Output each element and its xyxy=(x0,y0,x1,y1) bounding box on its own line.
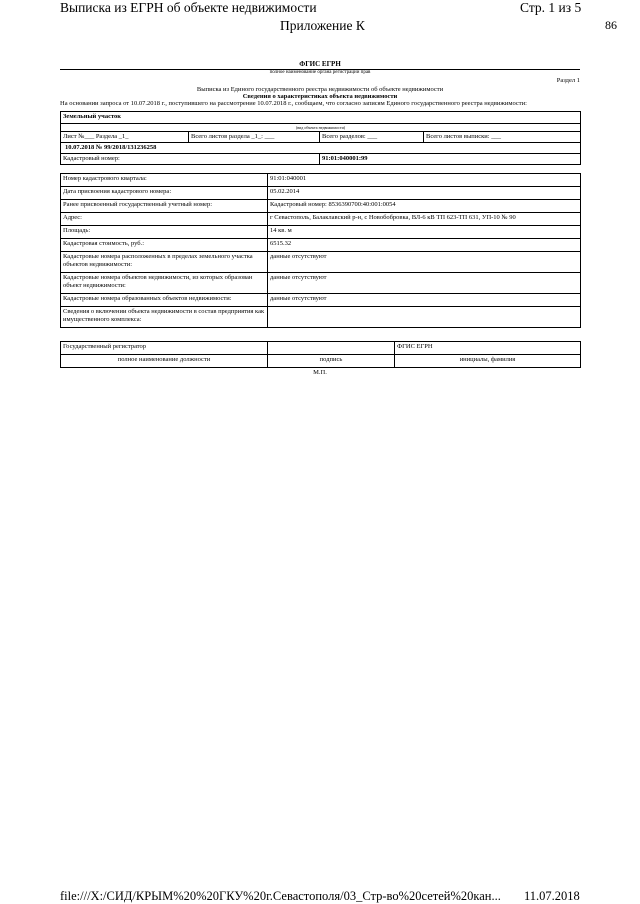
browser-header-page-indicator: Стр. 1 из 5 xyxy=(520,0,582,15)
table-row xyxy=(61,143,581,154)
total-sheets-extract: Всего листов выписки: ___ xyxy=(424,132,581,143)
object-type: Земельный участок xyxy=(61,112,581,124)
row-label: Кадастровые номера расположенных в пределах земельного участка объектов недвижимости: xyxy=(61,252,268,273)
row-value: 91:01:040001 xyxy=(268,174,581,187)
table-row xyxy=(61,294,581,307)
extract-subheading: Сведения о характеристиках объекта недвижимости xyxy=(242,93,398,100)
section-label: Раздел 1 xyxy=(556,77,580,84)
row-value: 14 кв. м xyxy=(268,226,581,239)
object-type-caption: (вид объекта недвижимости) xyxy=(61,124,581,132)
browser-header-title: Выписка из ЕГРН об объекте недвижимости xyxy=(60,0,317,15)
table-row xyxy=(61,174,581,187)
browser-footer-date: 11.07.2018 xyxy=(524,889,580,903)
row-label: Кадастровые номера образованных объектов недвижимости: xyxy=(61,294,268,307)
row-value: данные отсутствуют xyxy=(268,273,581,294)
page-number: 86 xyxy=(605,18,617,32)
table-row xyxy=(61,124,581,132)
cadastral-number-label: Кадастровый номер: xyxy=(61,154,320,165)
table-row xyxy=(61,307,581,328)
row-label: Площадь: xyxy=(61,226,268,239)
row-label: Ранее присвоенный государственный учетный номер: xyxy=(61,200,268,213)
cadastral-number-value: 91:01:040001:99 xyxy=(320,154,581,165)
table-row xyxy=(61,355,581,368)
signature-name: ФГИС ЕГРН xyxy=(395,342,581,355)
total-sheets-section: Всего листов раздела _1_: ___ xyxy=(189,132,320,143)
row-value: г Севастополь, Балаклавский р-н, с Новобобровка, ВЛ-6 кВ ТП 623-ТП 631, УП-10 № 90 xyxy=(268,213,581,226)
row-value: данные отсутствуют xyxy=(268,252,581,273)
extract-sheet xyxy=(60,60,580,376)
sheet-number: Лист №___ Раздела _1_ xyxy=(61,132,189,143)
row-label: Дата присвоения кадастрового номера: xyxy=(61,187,268,200)
signature-table xyxy=(60,341,581,368)
signature-position: Государственный регистратор xyxy=(61,342,268,355)
table-row xyxy=(61,112,581,124)
row-value: 05.02.2014 xyxy=(268,187,581,200)
row-label: Кадастровая стоимость, руб.: xyxy=(61,239,268,252)
table-row xyxy=(61,132,581,143)
date-number: 10.07.2018 № 99/2018/131236258 xyxy=(61,143,581,154)
signature-caption-signature: подпись xyxy=(268,355,395,368)
table-row xyxy=(61,187,581,200)
row-value: Кадастровый номер: 8536390700:40:001:0054 xyxy=(268,200,581,213)
row-value: данные отсутствуют xyxy=(268,294,581,307)
extract-heading: Выписка из Единого государственного реестра недвижимости об объекте недвижимости xyxy=(196,86,444,93)
object-header-table xyxy=(60,111,581,165)
row-label: Номер кадастрового квартала: xyxy=(61,174,268,187)
signature-caption-position: полное наименование должности xyxy=(61,355,268,368)
table-row xyxy=(61,273,581,294)
signature-caption-name: инициалы, фамилия xyxy=(395,355,581,368)
row-label: Кадастровые номера объектов недвижимости, из которых образован объект недвижимости: xyxy=(61,273,268,294)
characteristics-table xyxy=(60,173,581,328)
browser-footer-path: file:///X:/СИД/КРЫМ%20%20ГКУ%20г.Севастополя/03_Стр-во%20сетей%20кан... xyxy=(60,889,501,903)
table-row xyxy=(61,200,581,213)
table-row xyxy=(61,252,581,273)
org-name: ФГИС ЕГРН xyxy=(299,60,341,68)
appendix-title: Приложение К xyxy=(280,18,365,33)
row-value: 6515.32 xyxy=(268,239,581,252)
table-row xyxy=(61,213,581,226)
table-row xyxy=(61,239,581,252)
row-label: Адрес: xyxy=(61,213,268,226)
stamp-label: М.П. xyxy=(313,369,327,376)
row-value xyxy=(268,307,581,328)
signature-field xyxy=(268,342,395,355)
org-caption: полное наименование органа регистрации прав xyxy=(269,70,371,75)
intro-text: На основании запроса от 10.07.2018 г., поступившего на рассмотрение 10.07.2018 г., сообщаем, что согласно записям Единого государственного реестра недвижимости: xyxy=(60,100,527,107)
table-row xyxy=(61,226,581,239)
row-label: Сведения о включении объекта недвижимости в состав предприятия как имущественного комплекса: xyxy=(61,307,268,328)
table-row xyxy=(61,342,581,355)
table-row xyxy=(61,154,581,165)
total-sections: Всего разделов: ___ xyxy=(320,132,424,143)
